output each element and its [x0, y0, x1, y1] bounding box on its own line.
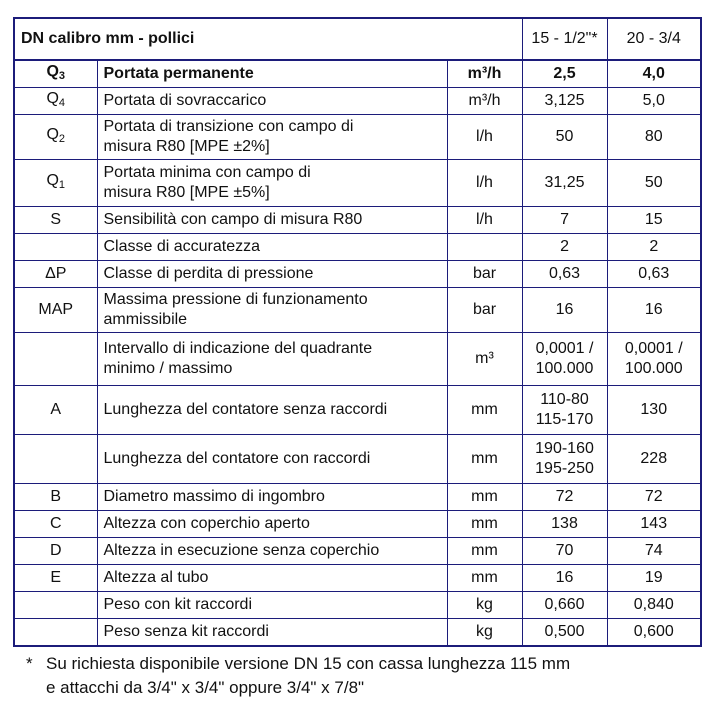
symbol: Q — [46, 172, 59, 189]
cell-line: 4,0 — [642, 65, 665, 82]
cell-line: 70 — [555, 542, 574, 559]
cell-line: misura R80 [MPE ±5%] — [103, 184, 270, 201]
cell-line: ammissibile — [103, 311, 188, 328]
symbol-cell — [14, 234, 97, 261]
table-row — [14, 538, 701, 565]
unit-cell: m³ — [447, 333, 522, 386]
cell-line: 72 — [555, 488, 574, 505]
table-header-row — [14, 18, 701, 60]
value-dn20-cell — [607, 538, 701, 565]
value-dn20-cell — [607, 435, 701, 484]
symbol-cell — [14, 538, 97, 565]
cell-line: 16 — [555, 569, 574, 586]
cell-line: Altezza con coperchio aperto — [103, 515, 310, 532]
table-row — [14, 619, 701, 647]
value-dn20-cell — [607, 619, 701, 647]
cell-line: Classe di perdita di pressione — [103, 265, 314, 282]
cell-line: Lunghezza del contatore con raccordi — [103, 450, 371, 467]
value-dn20-cell — [607, 60, 701, 88]
cell-line: Peso con kit raccordi — [103, 596, 253, 613]
table-row — [14, 261, 701, 288]
description-cell — [97, 60, 447, 88]
description-cell — [97, 386, 447, 435]
value-dn15-cell — [522, 592, 607, 619]
cell-line: minimo / massimo — [103, 360, 233, 377]
table-row — [14, 207, 701, 234]
cell-line: Lunghezza del contatore senza raccordi — [103, 401, 388, 418]
value-dn15-cell — [522, 435, 607, 484]
value-dn15-cell — [522, 115, 607, 160]
cell-line: Portata di sovraccarico — [103, 92, 267, 109]
cell-line: Portata permanente — [103, 65, 254, 82]
value-dn15-cell — [522, 288, 607, 333]
unit-cell: m³/h — [447, 88, 522, 115]
unit-cell: kg — [447, 619, 522, 647]
cell-line: Altezza in esecuzione senza coperchio — [103, 542, 380, 559]
cell-line: Intervallo di indicazione del quadrante — [103, 340, 373, 357]
value-dn15-cell — [522, 333, 607, 386]
symbol-cell — [14, 288, 97, 333]
cell-line: 110-80 — [540, 391, 589, 408]
cell-line: 2 — [560, 238, 569, 255]
symbol: MAP — [38, 301, 74, 318]
symbol: Q — [46, 90, 59, 107]
table-row — [14, 484, 701, 511]
cell-line: Portata di transizione con campo di — [103, 118, 354, 135]
cell-line: 7 — [560, 211, 569, 228]
unit-cell — [447, 234, 522, 261]
value-dn20-cell — [607, 592, 701, 619]
unit-cell: mm — [447, 538, 522, 565]
cell-line: 130 — [640, 401, 668, 418]
cell-line: Portata minima con campo di — [103, 164, 311, 181]
value-dn20-cell — [607, 88, 701, 115]
table-row — [14, 592, 701, 619]
table-row — [14, 565, 701, 592]
cell-line: 100.000 — [624, 360, 683, 377]
footnote — [26, 652, 571, 700]
description-cell — [97, 207, 447, 234]
spec-table — [13, 17, 702, 647]
description-cell — [97, 88, 447, 115]
cell-line: 0,840 — [633, 596, 674, 613]
cell-line: 100.000 — [535, 360, 594, 377]
value-dn15-cell — [522, 261, 607, 288]
value-dn15-cell — [522, 538, 607, 565]
value-dn20-cell — [607, 511, 701, 538]
unit-cell: mm — [447, 511, 522, 538]
value-dn20-cell — [607, 261, 701, 288]
cell-line: 16 — [644, 301, 663, 318]
table-row — [14, 288, 701, 333]
symbol: S — [50, 211, 62, 228]
value-dn15-cell — [522, 386, 607, 435]
value-dn15-cell — [522, 484, 607, 511]
symbol-cell — [14, 386, 97, 435]
symbol-cell — [14, 261, 97, 288]
table-row — [14, 435, 701, 484]
footnote-line-1: Su richiesta disponibile versione DN 15 con cassa lunghezza 115 mm — [46, 654, 571, 673]
unit-cell: mm — [447, 484, 522, 511]
value-dn15-cell — [522, 511, 607, 538]
description-cell — [97, 565, 447, 592]
cell-line: 0,500 — [544, 623, 585, 640]
cell-line: Diametro massimo di ingombro — [103, 488, 325, 505]
description-cell — [97, 592, 447, 619]
unit-cell: l/h — [447, 207, 522, 234]
value-dn20-cell — [607, 207, 701, 234]
symbol-cell — [14, 619, 97, 647]
value-dn20-cell — [607, 288, 701, 333]
cell-line: 31,25 — [544, 174, 585, 191]
cell-line: 195-250 — [535, 460, 594, 477]
symbol-cell — [14, 333, 97, 386]
symbol: Q — [46, 126, 59, 143]
symbol-cell — [14, 207, 97, 234]
table-row — [14, 511, 701, 538]
unit-cell: bar — [447, 288, 522, 333]
cell-line: 228 — [640, 450, 668, 467]
cell-line: 3,125 — [544, 92, 585, 109]
value-dn20-cell — [607, 386, 701, 435]
description-cell — [97, 234, 447, 261]
unit-cell: mm — [447, 386, 522, 435]
symbol: Q — [46, 63, 59, 80]
cell-line: 15 — [644, 211, 663, 228]
symbol-cell — [14, 565, 97, 592]
unit-cell: kg — [447, 592, 522, 619]
symbol: E — [50, 569, 62, 586]
cell-line: Massima pressione di funzionamento — [103, 291, 368, 308]
cell-line: 0,63 — [548, 265, 581, 282]
cell-line: 143 — [640, 515, 668, 532]
description-cell — [97, 288, 447, 333]
footnote-asterisk: * — [26, 654, 33, 673]
description-cell — [97, 115, 447, 160]
unit-cell: m³/h — [447, 60, 522, 88]
cell-line: 19 — [644, 569, 663, 586]
description-cell — [97, 160, 447, 207]
symbol-cell — [14, 160, 97, 207]
table-row — [14, 234, 701, 261]
symbol-cell — [14, 511, 97, 538]
symbol: A — [50, 401, 62, 418]
description-cell — [97, 333, 447, 386]
cell-line: 0,63 — [638, 265, 670, 282]
symbol-cell — [14, 484, 97, 511]
footnote-line-2: e attacchi da 3/4" x 3/4" oppure 3/4" x 7/8" — [46, 678, 365, 697]
description-cell — [97, 435, 447, 484]
description-cell — [97, 484, 447, 511]
value-dn15-cell — [522, 619, 607, 647]
cell-line: 16 — [555, 301, 574, 318]
symbol: ΔP — [45, 265, 67, 282]
cell-line: 0,0001 / — [535, 340, 594, 357]
symbol: B — [50, 488, 62, 505]
cell-line: 0,660 — [544, 596, 585, 613]
table-row — [14, 88, 701, 115]
symbol-subscript: 3 — [58, 70, 66, 82]
unit-cell: l/h — [447, 160, 522, 207]
cell-line: 2,5 — [553, 65, 576, 82]
cell-line: 50 — [555, 128, 574, 145]
value-dn20-cell — [607, 484, 701, 511]
symbol-cell — [14, 60, 97, 88]
description-cell — [97, 511, 447, 538]
symbol-cell — [14, 88, 97, 115]
value-dn20-cell — [607, 234, 701, 261]
cell-line: Classe di accuratezza — [103, 238, 261, 255]
table-row — [14, 115, 701, 160]
value-dn20-cell — [607, 115, 701, 160]
cell-line: 74 — [644, 542, 663, 559]
cell-line: 2 — [649, 238, 659, 255]
cell-line: 190-160 — [535, 440, 594, 457]
table-row — [14, 60, 701, 88]
symbol-cell — [14, 115, 97, 160]
symbol-subscript: 2 — [58, 133, 66, 145]
cell-line: 0,600 — [633, 623, 674, 640]
unit-cell: bar — [447, 261, 522, 288]
value-dn20-cell — [607, 333, 701, 386]
unit-cell: mm — [447, 565, 522, 592]
table-title: DN calibro mm - pollici — [14, 18, 522, 60]
cell-line: misura R80 [MPE ±2%] — [103, 138, 270, 155]
table-row — [14, 386, 701, 435]
cell-line: Peso senza kit raccordi — [103, 623, 269, 640]
symbol: D — [49, 542, 62, 559]
cell-line: 80 — [644, 128, 663, 145]
value-dn15-cell — [522, 160, 607, 207]
cell-line: 0,0001 / — [624, 340, 683, 357]
cell-line: 50 — [644, 174, 663, 191]
description-cell — [97, 261, 447, 288]
symbol-subscript: 1 — [58, 179, 66, 191]
description-cell — [97, 619, 447, 647]
value-dn15-cell — [522, 88, 607, 115]
value-dn15-cell — [522, 60, 607, 88]
value-dn20-cell — [607, 160, 701, 207]
table-row — [14, 160, 701, 207]
description-cell — [97, 538, 447, 565]
cell-line: 115-170 — [535, 411, 594, 428]
symbol-cell — [14, 435, 97, 484]
symbol-cell — [14, 592, 97, 619]
column-header-dn15: 15 - 1/2"* — [522, 18, 607, 60]
value-dn15-cell — [522, 207, 607, 234]
value-dn15-cell — [522, 565, 607, 592]
symbol-subscript: 4 — [58, 97, 66, 109]
unit-cell: mm — [447, 435, 522, 484]
unit-cell: l/h — [447, 115, 522, 160]
cell-line: 5,0 — [642, 92, 665, 109]
column-header-dn20: 20 - 3/4 — [607, 18, 701, 60]
cell-line: 72 — [644, 488, 663, 505]
cell-line: Altezza al tubo — [103, 569, 209, 586]
symbol: C — [49, 515, 62, 532]
table-row — [14, 333, 701, 386]
cell-line: 138 — [551, 515, 578, 532]
value-dn20-cell — [607, 565, 701, 592]
value-dn15-cell — [522, 234, 607, 261]
cell-line: Sensibilità con campo di misura R80 — [103, 211, 363, 228]
